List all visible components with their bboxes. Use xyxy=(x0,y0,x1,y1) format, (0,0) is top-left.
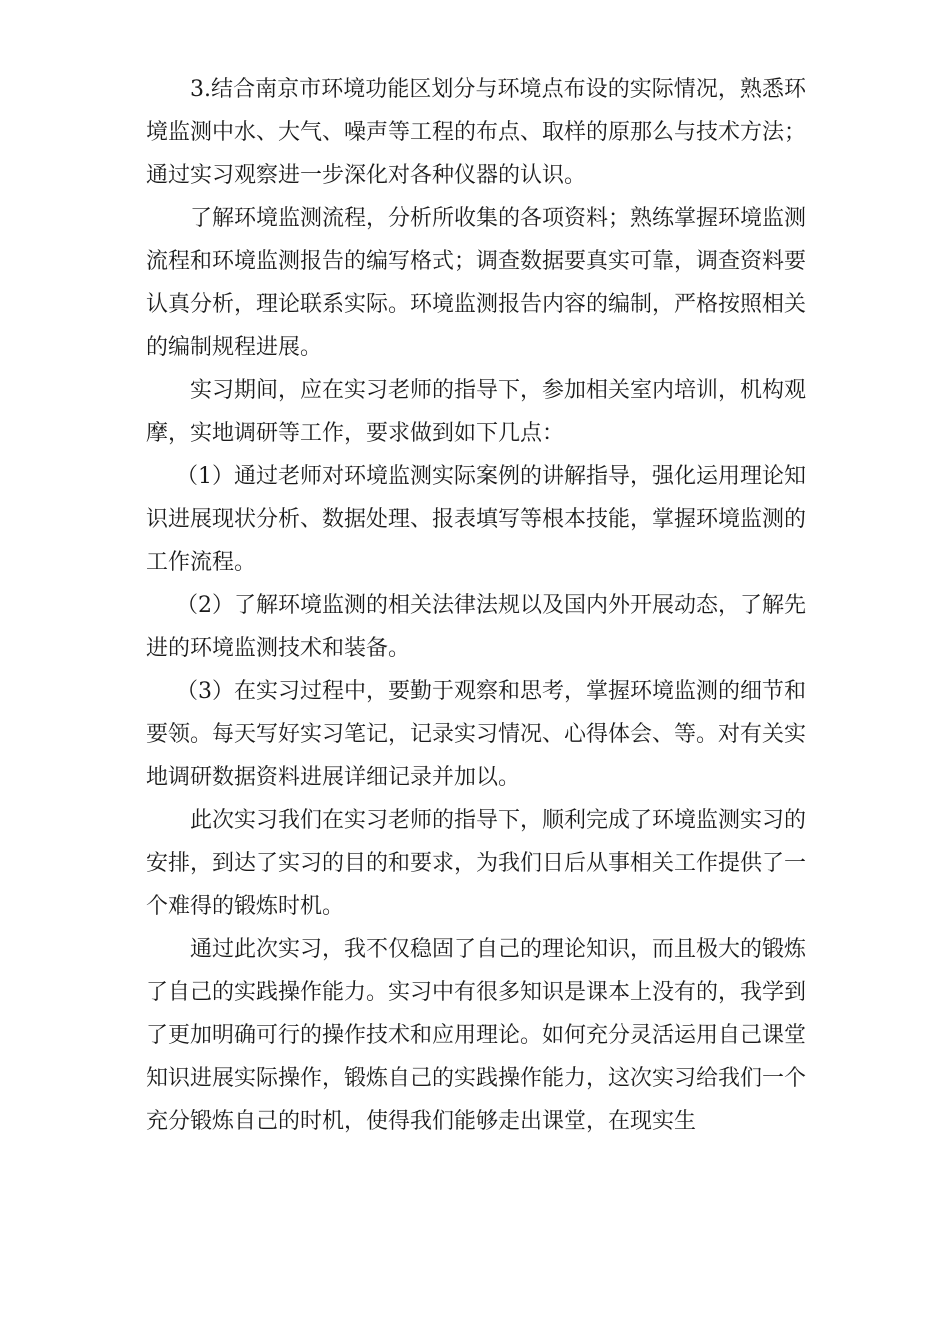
list-item-2: （2）了解环境监测的相关法律法规以及国内外开展动态，了解先进的环境监测技术和装备。 xyxy=(146,593,806,661)
paragraph-internship-requirements: 实习期间，应在实习老师的指导下，参加相关室内培训，机构观摩，实地调研等工作，要求做到如下几点： xyxy=(146,378,807,446)
list-item-1: （1）通过老师对环境监测实际案例的讲解指导，强化运用理论知识进展现状分析、数据处理、报表填写等根本技能，掌握环境监测的工作流程。 xyxy=(146,464,807,575)
document-body xyxy=(146,68,806,1143)
paragraph-summary: 此次实习我们在实习老师的指导下，顺利完成了环境监测实习的安排，到达了实习的目的和要求，为我们日后从事相关工作提供了一个难得的锻炼时机。 xyxy=(146,808,807,919)
paragraph-monitoring-flow: 了解环境监测流程，分析所收集的各项资料；熟练掌握环境监测流程和环境监测报告的编写格式；调查数据要真实可靠，调查资料要认真分析，理论联系实际。环境监测报告内容的编制，严格按照相关的编制规程进展。 xyxy=(146,206,807,360)
list-item-3: （3）在实习过程中，要勤于观察和思考，掌握环境监测的细节和要领。每天写好实习笔记，记录实习情况、心得体会、等。对有关实地调研数据资料进展详细记录并加以。 xyxy=(146,679,807,790)
paragraph-reflection: 通过此次实习，我不仅稳固了自己的理论知识，而且极大的锻炼了自己的实践操作能力。实习中有很多知识是课本上没有的，我学到了更加明确可行的操作技术和应用理论。如何充分灵活运用自己课堂知识进展实际操作，锻炼自己的实践操作能力，这次实习给我们一个充分锻炼自己的时机，使得我们能够走出课堂，在现实生 xyxy=(146,937,807,1134)
paragraph-purpose-3: 3.结合南京市环境功能区划分与环境点布设的实际情况，熟悉环境监测中水、大气、噪声等工程的布点、取样的原那么与技术方法；通过实习观察进一步深化对各种仪器的认识。 xyxy=(146,77,807,188)
